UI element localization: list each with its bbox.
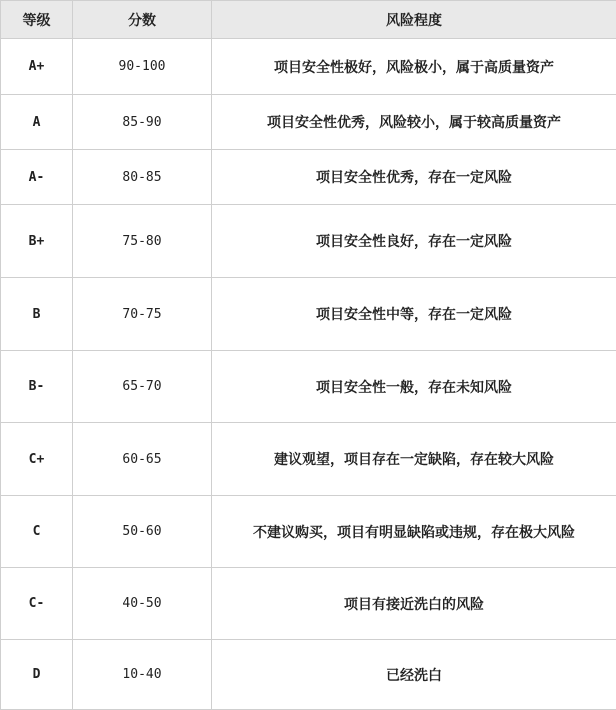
score-cell: 80-85 (73, 150, 212, 205)
header-score: 分数 (73, 1, 212, 39)
risk-cell: 建议观望，项目存在一定缺陷，存在较大风险 (212, 423, 616, 496)
table-row (1, 39, 616, 95)
risk-cell: 项目安全性优秀，风险较小，属于较高质量资产 (212, 95, 616, 150)
grade-cell: B+ (1, 205, 73, 278)
table-row (1, 205, 616, 278)
table-header (1, 1, 616, 39)
grade-cell: C+ (1, 423, 73, 496)
grade-cell: A (1, 95, 73, 150)
score-cell: 60-65 (73, 423, 212, 496)
score-cell: 70-75 (73, 278, 212, 351)
table-row (1, 150, 616, 205)
table-body (1, 39, 616, 710)
risk-cell: 已经洗白 (212, 640, 616, 710)
grade-cell: B- (1, 351, 73, 423)
grade-cell: A+ (1, 39, 73, 95)
table-row (1, 496, 616, 568)
grade-cell: A- (1, 150, 73, 205)
grade-cell: D (1, 640, 73, 710)
table-row (1, 568, 616, 640)
risk-cell: 项目安全性良好，存在一定风险 (212, 205, 616, 278)
table-row (1, 95, 616, 150)
score-cell: 90-100 (73, 39, 212, 95)
risk-cell: 项目安全性优秀，存在一定风险 (212, 150, 616, 205)
header-grade: 等级 (1, 1, 73, 39)
grade-cell: C- (1, 568, 73, 640)
score-cell: 40-50 (73, 568, 212, 640)
table-row (1, 423, 616, 496)
score-cell: 50-60 (73, 496, 212, 568)
grade-cell: C (1, 496, 73, 568)
table-row (1, 640, 616, 710)
table-row (1, 278, 616, 351)
table-row (1, 351, 616, 423)
grade-cell: B (1, 278, 73, 351)
header-risk: 风险程度 (212, 1, 616, 39)
risk-cell: 项目安全性中等，存在一定风险 (212, 278, 616, 351)
risk-cell: 项目安全性极好，风险极小，属于高质量资产 (212, 39, 616, 95)
risk-cell: 项目安全性一般，存在未知风险 (212, 351, 616, 423)
risk-cell: 不建议购买，项目有明显缺陷或违规，存在极大风险 (212, 496, 616, 568)
score-cell: 75-80 (73, 205, 212, 278)
score-cell: 85-90 (73, 95, 212, 150)
score-cell: 10-40 (73, 640, 212, 710)
score-cell: 65-70 (73, 351, 212, 423)
header-row (1, 1, 616, 39)
risk-cell: 项目有接近洗白的风险 (212, 568, 616, 640)
